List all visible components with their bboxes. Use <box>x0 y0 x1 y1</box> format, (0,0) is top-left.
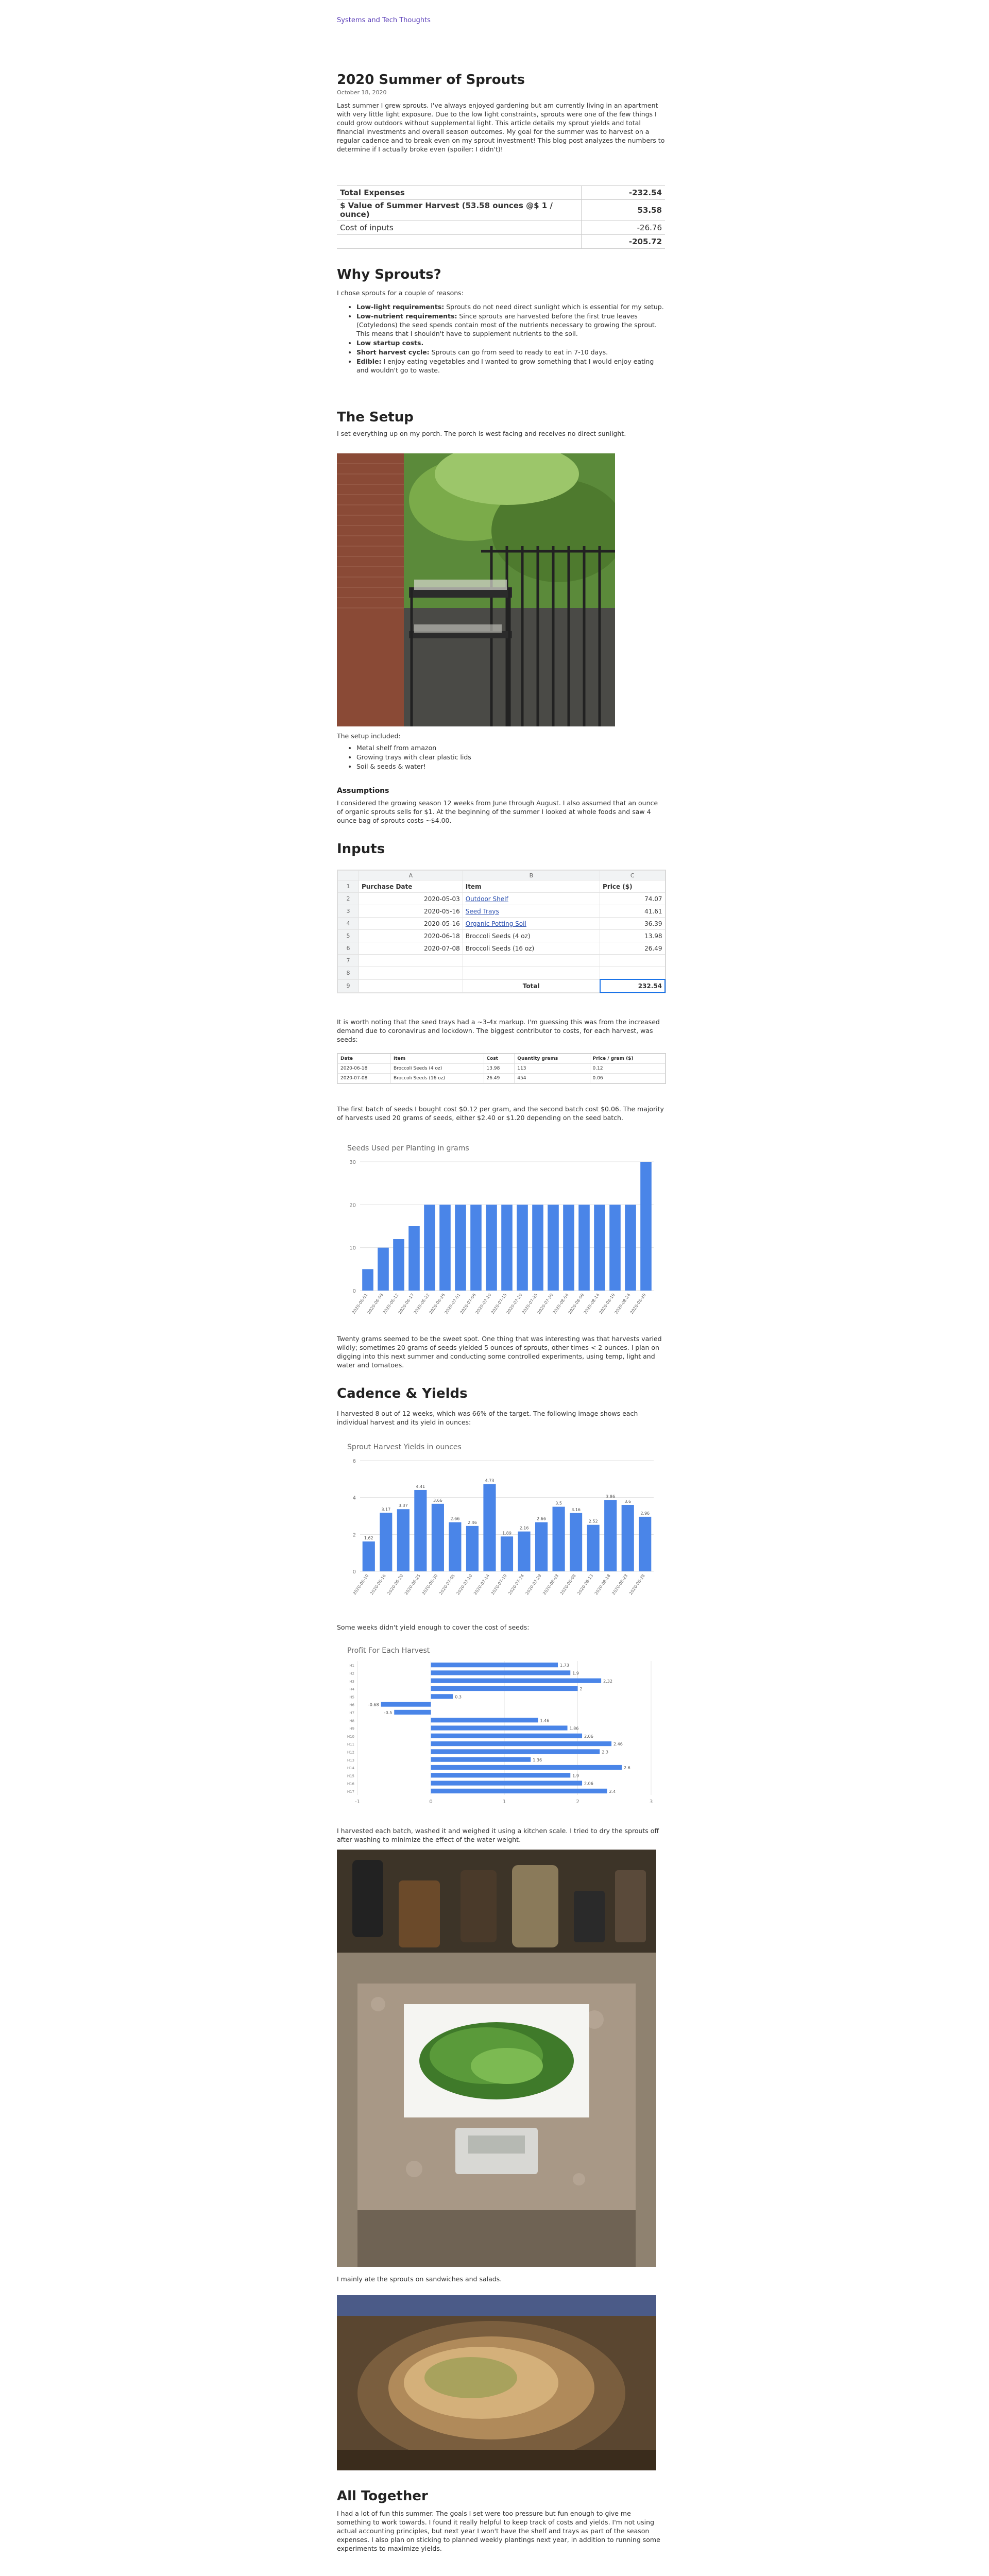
data-label: 4.41 <box>416 1484 425 1489</box>
y-tick-label: H13 <box>347 1758 354 1762</box>
data-label: 2.46 <box>613 1742 623 1747</box>
x-tick-label: 2020-06-08 <box>366 1292 384 1315</box>
x-tick-label: 2020-08-24 <box>613 1292 632 1315</box>
y-tick-label: 0 <box>352 1569 356 1575</box>
seed-cell: 0.06 <box>590 1074 666 1083</box>
seed-cell: Broccoli Seeds (16 oz) <box>390 1074 484 1083</box>
x-tick-label: 2020-08-18 <box>593 1573 611 1596</box>
cadence-after-chart: Some weeks didn't yield enough to cover the cost of seeds: <box>337 1623 530 1631</box>
data-label: 0.3 <box>455 1694 462 1700</box>
x-tick-label: 2020-06-17 <box>397 1292 415 1315</box>
x-tick-label: 2020-06-30 <box>421 1573 439 1596</box>
x-tick-label: 2020-06-01 <box>351 1292 369 1315</box>
data-label: 1.9 <box>572 1773 579 1778</box>
bar <box>640 1162 652 1291</box>
intro-paragraph: Last summer I grew sprouts. I've always enjoyed gardening but am currently living in an apartment with very little light exposure. Due to the low light constraints, sprouts were one of the few things I could grow outdoors without supplemental light. This article details my sprout yields and total financial investments and overall season outcomes. My goal for the summer was to harvest on a regular cadence and to break even on my sprout investment! This blog post analyzes the numbers to determine if I actually broke even (spoiler: I didn't)! <box>337 101 665 153</box>
y-tick-label: H5 <box>349 1695 354 1700</box>
bar <box>553 1507 565 1571</box>
bar <box>535 1522 548 1571</box>
profit-chart-title: Profit For Each Harvest <box>347 1647 430 1655</box>
y-tick-label: 6 <box>352 1459 356 1464</box>
inputs-note: It is worth noting that the seed trays had a ~3-4x markup. I'm guessing this was from the increased demand due to coronavirus and lockdown. The biggest contributor to costs, for each harvest, was seeds: <box>337 1018 660 1043</box>
y-tick-label: H15 <box>347 1774 354 1778</box>
bar <box>517 1205 528 1291</box>
y-tick-label: 30 <box>349 1160 356 1165</box>
summary-label <box>337 235 582 249</box>
setup-item: • Soil & seeds & water! <box>356 762 665 771</box>
post-date: October 18, 2020 <box>337 89 387 96</box>
row-number: 5 <box>338 930 359 942</box>
bar <box>625 1205 636 1291</box>
summary-row <box>337 200 665 221</box>
sheet-cell <box>463 905 600 918</box>
x-tick-label: 2020-07-05 <box>438 1573 456 1596</box>
bar <box>432 1504 444 1571</box>
column-letter: A <box>359 871 463 880</box>
bar <box>587 1525 600 1571</box>
bar <box>439 1205 451 1291</box>
data-label: 2.66 <box>537 1516 546 1521</box>
seed-cell: Broccoli Seeds (4 oz) <box>390 1064 484 1074</box>
data-label: 2.3 <box>602 1750 608 1755</box>
seed-cell: 2020-06-18 <box>338 1064 391 1074</box>
data-label: 2.4 <box>609 1789 616 1794</box>
bar <box>414 1490 427 1571</box>
row-number: 9 <box>338 979 359 992</box>
row-number: 4 <box>338 918 359 930</box>
x-tick-label: 2020-07-01 <box>444 1292 462 1315</box>
x-tick-label: 0 <box>429 1799 433 1805</box>
bar <box>455 1205 466 1291</box>
bar <box>380 1513 392 1571</box>
data-label: 2.32 <box>603 1679 612 1684</box>
data-label: 2.96 <box>640 1511 650 1516</box>
site-home-link[interactable]: Systems and Tech Thoughts <box>337 16 431 24</box>
y-tick-label: 10 <box>349 1245 356 1251</box>
bar <box>431 1773 571 1777</box>
sheet-cell <box>359 979 463 992</box>
seed-header: Price / gram ($) <box>590 1054 666 1064</box>
summary-label: $ Value of Summer Harvest (53.58 ounces @$ 1 / ounce) <box>337 200 582 221</box>
x-tick-label: 2020-06-12 <box>382 1292 400 1315</box>
y-tick-label: H12 <box>347 1750 354 1755</box>
x-tick-label: 2020-08-29 <box>629 1292 647 1315</box>
data-label: 1.73 <box>560 1663 569 1668</box>
x-tick-label: 2020-08-19 <box>598 1292 616 1315</box>
bar <box>594 1205 605 1291</box>
summary-value: -26.76 <box>582 221 666 235</box>
sheet-cell: 26.49 <box>600 942 665 955</box>
summary-value: 53.58 <box>582 200 666 221</box>
inputs-heading: Inputs <box>337 841 385 857</box>
sheet-cell <box>463 955 600 967</box>
bar <box>609 1205 621 1291</box>
x-tick-label: 2020-07-25 <box>521 1292 539 1315</box>
sheet-row <box>338 955 666 967</box>
x-tick-label: 2020-07-19 <box>490 1573 508 1596</box>
bar <box>563 1205 574 1291</box>
seed-header: Date <box>338 1054 391 1064</box>
bar <box>431 1789 607 1793</box>
bar <box>424 1205 435 1291</box>
sheet-row <box>338 930 666 942</box>
x-tick-label: 2020-07-10 <box>455 1573 473 1596</box>
bar <box>394 1710 431 1715</box>
seed-cell: 13.98 <box>484 1064 515 1074</box>
x-tick-label: 1 <box>502 1799 506 1805</box>
bar <box>501 1205 513 1291</box>
x-tick-label: -1 <box>355 1799 360 1805</box>
sheet-cell <box>600 955 665 967</box>
summary-label: Total Expenses <box>337 186 582 200</box>
bar <box>639 1517 651 1571</box>
y-tick-label: H7 <box>349 1711 354 1715</box>
sheet-row <box>338 880 666 893</box>
y-tick-label: H6 <box>349 1703 354 1707</box>
sheet-cell: Broccoli Seeds (16 oz) <box>463 942 600 955</box>
x-tick-label: 2020-08-09 <box>567 1292 585 1315</box>
item-link[interactable]: Outdoor Shelf <box>465 895 508 903</box>
bar <box>363 1541 375 1571</box>
seed-cell: 26.49 <box>484 1074 515 1083</box>
column-letter: C <box>600 871 665 880</box>
row-number: 6 <box>338 942 359 955</box>
why-item: • Edible: I enjoy eating vegetables and I wanted to grow something that I would enjoy eating and wouldn't go to waste. <box>356 357 665 375</box>
bar <box>431 1734 583 1738</box>
sheet-row <box>338 979 666 992</box>
sheet-row <box>338 893 666 905</box>
column-letter: B <box>463 871 600 880</box>
data-label: 3.66 <box>433 1498 442 1503</box>
y-tick-label: 20 <box>349 1202 356 1209</box>
bar <box>578 1205 590 1291</box>
summary-row <box>337 235 665 249</box>
x-tick-label: 2020-06-10 <box>352 1573 370 1596</box>
row-number: 1 <box>338 880 359 893</box>
summary-row <box>337 186 665 200</box>
row-number: 7 <box>338 955 359 967</box>
row-number: 8 <box>338 967 359 980</box>
summary-label: Cost of inputs <box>337 221 582 235</box>
seed-row <box>338 1064 666 1074</box>
seed-cost-table <box>337 1053 666 1084</box>
data-label: 1.62 <box>364 1535 373 1540</box>
why-item: • Short harvest cycle: Sprouts can go from seed to ready to eat in 7-10 days. <box>356 348 665 357</box>
bar <box>486 1205 497 1291</box>
x-tick-label: 2020-06-16 <box>369 1573 387 1596</box>
y-tick-label: 0 <box>352 1289 356 1294</box>
data-label: 1.86 <box>569 1726 579 1731</box>
seed-header: Quantity grams <box>515 1054 590 1064</box>
sheet-row <box>338 967 666 980</box>
y-tick-label: 2 <box>352 1532 356 1538</box>
sheet-cell: 74.07 <box>600 893 665 905</box>
sheet-cell: 36.39 <box>600 918 665 930</box>
sheet-cell: 2020-07-08 <box>359 942 463 955</box>
seeds-chart-title: Seeds Used per Planting in grams <box>347 1144 469 1153</box>
sheet-cell <box>600 967 665 980</box>
assumptions-heading: Assumptions <box>337 787 389 795</box>
y-tick-label: 4 <box>352 1495 356 1501</box>
data-label: 2.16 <box>519 1526 529 1531</box>
x-tick-label: 2 <box>576 1799 579 1805</box>
bar <box>431 1679 602 1683</box>
assumptions-text: I considered the growing season 12 weeks from June through August. I also assumed that an ounce of organic sprouts sells for $1. At the beginning of the summer I looked at whole foods and saw 4 ounce bag of sprouts costs ~$4.00. <box>337 799 658 824</box>
bar <box>501 1536 513 1571</box>
bar <box>622 1505 634 1571</box>
bar <box>431 1725 568 1730</box>
sheet-cell: 41.61 <box>600 905 665 918</box>
bar <box>449 1522 461 1571</box>
sheet-cell <box>359 955 463 967</box>
bar <box>431 1741 612 1746</box>
seed-cell: 454 <box>515 1074 590 1083</box>
y-tick-label: H3 <box>349 1679 354 1684</box>
x-tick-label: 2020-07-29 <box>524 1573 542 1596</box>
x-tick-label: 2020-08-08 <box>559 1573 577 1596</box>
data-label: 2.46 <box>468 1520 477 1525</box>
sheet-cell: Total <box>463 979 600 992</box>
sheet-cell: 232.54 <box>600 979 665 992</box>
sheet-cell <box>463 893 600 905</box>
data-label: 2.52 <box>588 1519 598 1524</box>
bar <box>470 1205 482 1291</box>
bar <box>431 1663 558 1667</box>
bar <box>548 1205 559 1291</box>
yields-chart <box>337 1440 665 1615</box>
profit-chart <box>337 1643 665 1814</box>
seeds-paragraph: Twenty grams seemed to be the sweet spot. One thing that was interesting was that harvests varied wildly; sometimes 20 grams of seeds yielded 5 ounces of sprouts, other times < 2 ounces. I plan on digging into this next summer and conducting some controlled experiments, using temp, light and water and tomatoes. <box>337 1335 662 1369</box>
item-link[interactable]: Organic Potting Soil <box>465 920 526 927</box>
data-label: -0.68 <box>368 1702 379 1707</box>
sheet-row <box>338 942 666 955</box>
summary-value: -205.72 <box>582 235 666 249</box>
yields-chart-title: Sprout Harvest Yields in ounces <box>347 1443 462 1451</box>
data-label: 2 <box>579 1687 583 1692</box>
seed-header-row <box>338 1054 666 1064</box>
seed-cell: 113 <box>515 1064 590 1074</box>
why-heading: Why Sprouts? <box>337 267 441 282</box>
inputs-spreadsheet <box>337 870 666 993</box>
seed-cell: 0.12 <box>590 1064 666 1074</box>
bar <box>431 1765 622 1770</box>
data-label: 1.89 <box>502 1531 511 1536</box>
sheet-cell: Purchase Date <box>359 880 463 893</box>
sheet-cell: 2020-05-03 <box>359 893 463 905</box>
sheet-cell <box>463 967 600 980</box>
y-tick-label: H10 <box>347 1734 354 1739</box>
row-number: 3 <box>338 905 359 918</box>
bar <box>431 1694 453 1699</box>
x-tick-label: 2020-08-14 <box>583 1292 601 1315</box>
y-tick-label: H9 <box>349 1726 354 1731</box>
bar <box>408 1226 420 1291</box>
sheet-cell: 2020-06-18 <box>359 930 463 942</box>
all-together-heading: All Together <box>337 2488 428 2504</box>
post-title: 2020 Summer of Sprouts <box>337 72 525 88</box>
data-label: 3.6 <box>624 1499 632 1504</box>
data-label: 2.66 <box>450 1516 460 1521</box>
y-tick-label: H16 <box>347 1782 354 1786</box>
setup-lead: I set everything up on my porch. The porch is west facing and receives no direct sunlight. <box>337 430 626 437</box>
y-tick-label: H17 <box>347 1789 354 1794</box>
sheet-cell: Price ($) <box>600 880 665 893</box>
y-tick-label: H14 <box>347 1766 354 1771</box>
bar <box>393 1239 404 1291</box>
y-tick-label: H1 <box>349 1664 354 1668</box>
seed-note: The first batch of seeds I bought cost $0.12 per gram, and the second batch cost $0.06. The majority of harvests used 20 grams of seeds, either $2.40 or $1.20 depending on the seed batch. <box>337 1105 664 1122</box>
x-tick-label: 2020-06-22 <box>413 1292 431 1315</box>
sheet-row <box>338 905 666 918</box>
data-label: 1.46 <box>540 1718 550 1723</box>
setup-heading: The Setup <box>337 410 414 425</box>
bar <box>378 1248 389 1291</box>
x-tick-label: 2020-07-06 <box>459 1292 477 1315</box>
y-tick-label: H8 <box>349 1719 354 1723</box>
why-section <box>337 289 665 375</box>
harvest-text: I harvested each batch, washed it and weighed it using a kitchen scale. I tried to dry the sprouts off after washing to minimize the effect of the water weight. <box>337 1827 659 1843</box>
x-tick-label: 3 <box>649 1799 653 1805</box>
x-tick-label: 2020-07-14 <box>473 1573 491 1596</box>
data-label: 1.36 <box>533 1757 542 1762</box>
bar <box>532 1205 543 1291</box>
data-label: 3.17 <box>381 1507 391 1512</box>
data-label: 2.6 <box>624 1766 630 1771</box>
seed-header: Item <box>390 1054 484 1064</box>
sheet-cell: 2020-05-16 <box>359 905 463 918</box>
sheet-cell <box>359 967 463 980</box>
why-item: • Low startup costs. <box>356 338 665 347</box>
porch-setup-photo <box>337 453 615 726</box>
bar <box>362 1269 373 1291</box>
all-together-text: I had a lot of fun this summer. The goals I set were too pressure but fun enough to give me something to work towards. I found it really helpful to keep track of costs and yields. I'm not using actual accounting principles, but next year I won't have the shelf and trays as part of the season expenses. I also plan on sticking to planned weekly plantings next year, in addition to running some experiments to maximize yields. <box>337 2510 660 2552</box>
sandwich-photo <box>337 2295 656 2470</box>
bar <box>570 1513 582 1571</box>
data-label: 3.86 <box>606 1494 616 1499</box>
x-tick-label: 2020-07-20 <box>505 1292 523 1315</box>
y-tick-label: H4 <box>349 1687 354 1692</box>
data-label: 3.37 <box>398 1503 408 1509</box>
bar <box>518 1532 530 1571</box>
x-tick-label: 2020-07-15 <box>490 1292 508 1315</box>
bar <box>431 1749 600 1754</box>
eat-text: I mainly ate the sprouts on sandwiches and salads. <box>337 2275 502 2283</box>
setup-item: • Growing trays with clear plastic lids <box>356 753 665 761</box>
x-tick-label: 2020-07-24 <box>507 1573 525 1596</box>
sheet-cell: 2020-05-16 <box>359 918 463 930</box>
x-tick-label: 2020-08-13 <box>576 1573 594 1596</box>
seed-row <box>338 1074 666 1083</box>
seed-header: Cost <box>484 1054 515 1064</box>
bar <box>431 1781 583 1785</box>
sprout-harvest-photo <box>337 1850 656 2267</box>
bar <box>431 1718 538 1722</box>
data-label: 3.5 <box>555 1501 562 1506</box>
data-label: 3.16 <box>571 1507 581 1512</box>
x-tick-label: 2020-07-30 <box>536 1292 554 1315</box>
x-tick-label: 2020-06-20 <box>386 1573 404 1596</box>
sheet-cell: Item <box>463 880 600 893</box>
y-tick-label: H11 <box>347 1742 354 1747</box>
bar <box>466 1526 479 1571</box>
seeds-chart <box>337 1141 665 1329</box>
sheet-row <box>338 918 666 930</box>
bar <box>397 1509 410 1571</box>
sheet-cell: Broccoli Seeds (4 oz) <box>463 930 600 942</box>
x-tick-label: 2020-07-10 <box>474 1292 492 1315</box>
summary-table-top <box>337 185 665 249</box>
seed-cell: 2020-07-08 <box>338 1074 391 1083</box>
bar <box>483 1484 496 1571</box>
data-label: -0.5 <box>384 1710 393 1715</box>
bar <box>431 1686 578 1691</box>
data-label: 1.9 <box>572 1671 579 1676</box>
sheet-cell <box>463 918 600 930</box>
item-link[interactable]: Seed Trays <box>465 907 499 915</box>
summary-row <box>337 221 665 235</box>
x-tick-label: 2020-06-26 <box>428 1292 446 1315</box>
setup-item: • Metal shelf from amazon <box>356 743 665 752</box>
y-tick-label: H2 <box>349 1671 354 1676</box>
x-tick-label: 2020-06-25 <box>403 1573 421 1596</box>
data-label: 2.06 <box>584 1781 593 1786</box>
bar <box>604 1500 617 1571</box>
data-label: 4.73 <box>485 1478 494 1483</box>
summary-value: -232.54 <box>582 186 666 200</box>
data-label: 2.06 <box>584 1734 593 1739</box>
bar <box>431 1670 571 1675</box>
bar <box>431 1757 531 1762</box>
why-lead: I chose sprouts for a couple of reasons: <box>337 289 464 297</box>
cadence-text: I harvested 8 out of 12 weeks, which was 66% of the target. The following image shows each individual harvest and its yield in ounces: <box>337 1410 638 1426</box>
column-letter <box>338 871 359 880</box>
row-number: 2 <box>338 893 359 905</box>
setup-included: The setup included: • Metal shelf from amazon • Growing trays with clear plastic lids • Soil & seeds & water! <box>337 732 665 771</box>
x-tick-label: 2020-08-04 <box>552 1292 570 1315</box>
why-item: • Low-light requirements: Sprouts do not need direct sunlight which is essential for my setup. <box>356 302 665 311</box>
x-tick-label: 2020-08-03 <box>542 1573 560 1596</box>
cadence-heading: Cadence & Yields <box>337 1386 468 1401</box>
why-item: • Low-nutrient requirements: Since sprouts are harvested before the first true leaves (Cotyledons) the seed spends contain most of the nutrients necessary to growing the sprout. This means that I shouldn't have to supplement nutrients to the soil. <box>356 312 665 338</box>
x-tick-label: 2020-08-28 <box>628 1573 646 1596</box>
x-tick-label: 2020-08-23 <box>611 1573 629 1596</box>
sheet-cell: 13.98 <box>600 930 665 942</box>
bar <box>381 1702 431 1707</box>
